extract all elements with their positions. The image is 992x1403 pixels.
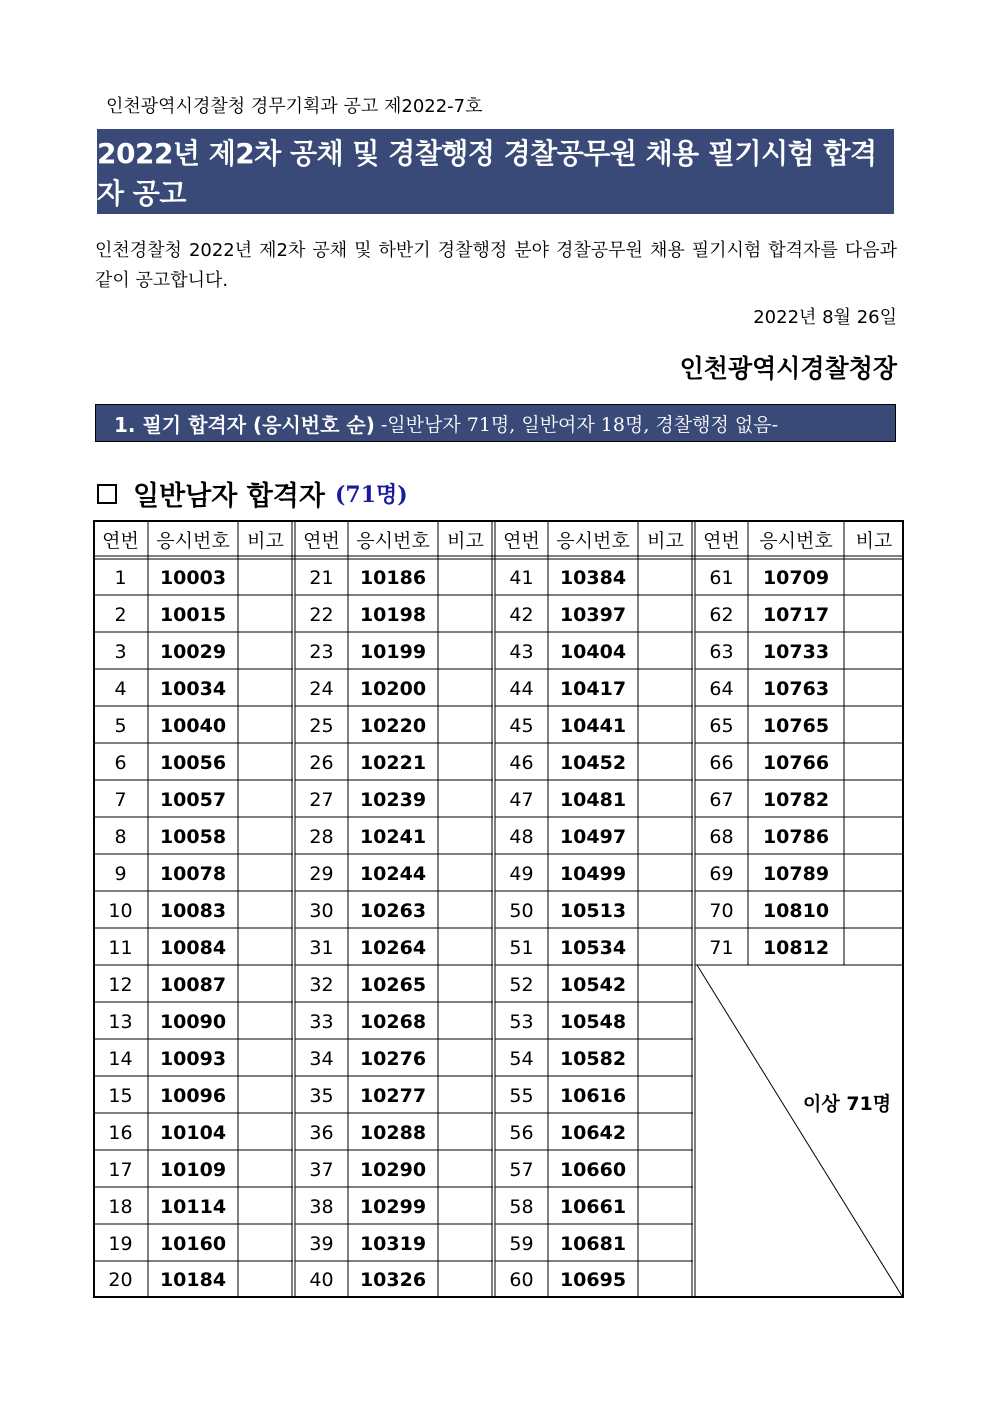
cell-exam-number: 10513 — [559, 899, 627, 922]
cell-seq: 39 — [309, 1232, 334, 1255]
cell-exam-number: 10056 — [159, 751, 227, 774]
cell-exam-number: 10084 — [159, 936, 227, 959]
cell-exam-number: 10695 — [559, 1268, 627, 1291]
cell-seq: 55 — [509, 1084, 534, 1107]
cell-exam-number: 10239 — [359, 788, 427, 811]
cell-seq: 3 — [114, 640, 127, 663]
cell-exam-number: 10090 — [159, 1010, 227, 1033]
cell-seq: 12 — [108, 973, 133, 996]
cell-exam-number: 10812 — [762, 936, 830, 959]
cell-exam-number: 10003 — [159, 566, 227, 589]
cell-exam-number: 10078 — [159, 862, 227, 885]
cell-seq: 23 — [309, 640, 334, 663]
section-label: 1. 필기 합격자 (응시번호 순) — [114, 412, 375, 437]
cell-exam-number: 10709 — [762, 566, 830, 589]
cell-exam-number: 10087 — [159, 973, 227, 996]
cell-exam-number: 10034 — [159, 677, 227, 700]
cell-exam-number: 10263 — [359, 899, 427, 922]
cell-exam-number: 10184 — [159, 1268, 227, 1291]
cell-seq: 37 — [309, 1158, 334, 1181]
cell-exam-number: 10660 — [559, 1158, 627, 1181]
cell-seq: 71 — [709, 936, 734, 959]
cell-exam-number: 10264 — [359, 936, 427, 959]
cell-seq: 41 — [509, 566, 534, 589]
cell-exam-number: 10582 — [559, 1047, 627, 1070]
cell-exam-number: 10244 — [359, 862, 427, 885]
cell-seq: 38 — [309, 1195, 334, 1218]
cell-exam-number: 10417 — [559, 677, 627, 700]
cell-seq: 21 — [309, 566, 334, 589]
cell-seq: 28 — [309, 825, 334, 848]
cell-seq: 22 — [309, 603, 334, 626]
cell-seq: 60 — [509, 1268, 534, 1291]
cell-seq: 29 — [309, 862, 334, 885]
cell-seq: 54 — [509, 1047, 534, 1070]
cell-exam-number: 10810 — [762, 899, 830, 922]
cell-seq: 48 — [509, 825, 534, 848]
cell-seq: 30 — [309, 899, 334, 922]
cell-exam-number: 10109 — [159, 1158, 227, 1181]
cell-seq: 19 — [108, 1232, 133, 1255]
header-seq: 연번 — [503, 529, 540, 552]
subsection-title: 일반남자 합격자 — [133, 481, 325, 512]
announcement-date: 2022년 8월 26일 — [753, 307, 897, 328]
cell-seq: 62 — [709, 603, 734, 626]
cell-seq: 15 — [108, 1084, 133, 1107]
cell-exam-number: 10404 — [559, 640, 627, 663]
cell-seq: 46 — [509, 751, 534, 774]
cell-exam-number: 10029 — [159, 640, 227, 663]
cell-exam-number: 10299 — [359, 1195, 427, 1218]
cell-seq: 31 — [309, 936, 334, 959]
cell-exam-number: 10199 — [359, 640, 427, 663]
cell-exam-number: 10040 — [159, 714, 227, 737]
cell-exam-number: 10290 — [359, 1158, 427, 1181]
cell-exam-number: 10058 — [159, 825, 227, 848]
cell-exam-number: 10114 — [159, 1195, 227, 1218]
header-exam-number: 응시번호 — [156, 529, 230, 552]
cell-exam-number: 10661 — [559, 1195, 627, 1218]
cell-seq: 53 — [509, 1010, 534, 1033]
grid-line — [697, 965, 902, 1296]
cell-seq: 7 — [114, 788, 127, 811]
cell-exam-number: 10789 — [762, 862, 830, 885]
checkbox-icon — [97, 484, 117, 504]
header-remarks: 비고 — [247, 529, 284, 552]
results-table — [93, 520, 904, 1298]
cell-exam-number: 10319 — [359, 1232, 427, 1255]
cell-seq: 49 — [509, 862, 534, 885]
cell-seq: 43 — [509, 640, 534, 663]
cell-seq: 66 — [709, 751, 734, 774]
cell-exam-number: 10681 — [559, 1232, 627, 1255]
cell-exam-number: 10276 — [359, 1047, 427, 1070]
notice-number: 인천광역시경찰청 경무기획과 공고 제2022-7호 — [106, 96, 483, 117]
cell-exam-number: 10542 — [559, 973, 627, 996]
cell-seq: 45 — [509, 714, 534, 737]
cell-seq: 14 — [108, 1047, 133, 1070]
cell-seq: 5 — [114, 714, 127, 737]
cell-seq: 25 — [309, 714, 334, 737]
cell-seq: 16 — [108, 1121, 133, 1144]
cell-seq: 26 — [309, 751, 334, 774]
cell-exam-number: 10534 — [559, 936, 627, 959]
cell-seq: 20 — [108, 1268, 133, 1291]
cell-seq: 59 — [509, 1232, 534, 1255]
cell-exam-number: 10717 — [762, 603, 830, 626]
cell-seq: 56 — [509, 1121, 534, 1144]
cell-seq: 42 — [509, 603, 534, 626]
cell-seq: 11 — [108, 936, 133, 959]
cell-seq: 65 — [709, 714, 734, 737]
cell-seq: 13 — [108, 1010, 133, 1033]
cell-seq: 10 — [108, 899, 133, 922]
cell-seq: 50 — [509, 899, 534, 922]
cell-exam-number: 10015 — [159, 603, 227, 626]
page-title: 2022년 제2차 공채 및 경찰행정 경찰공무원 채용 필기시험 합격자 공고 — [97, 129, 894, 214]
cell-seq: 58 — [509, 1195, 534, 1218]
cell-exam-number: 10397 — [559, 603, 627, 626]
cell-seq: 61 — [709, 566, 734, 589]
cell-seq: 35 — [309, 1084, 334, 1107]
cell-seq: 4 — [114, 677, 127, 700]
cell-seq: 70 — [709, 899, 734, 922]
cell-seq: 69 — [709, 862, 734, 885]
cell-exam-number: 10765 — [762, 714, 830, 737]
cell-exam-number: 10288 — [359, 1121, 427, 1144]
cell-seq: 2 — [114, 603, 127, 626]
cell-exam-number: 10499 — [559, 862, 627, 885]
section-summary: -일반남자 71명, 일반여자 18명, 경찰행정 없음- — [380, 413, 778, 436]
cell-exam-number: 10733 — [762, 640, 830, 663]
cell-seq: 8 — [114, 825, 127, 848]
cell-seq: 1 — [114, 566, 127, 589]
cell-exam-number: 10452 — [559, 751, 627, 774]
cell-exam-number: 10766 — [762, 751, 830, 774]
cell-seq: 68 — [709, 825, 734, 848]
cell-exam-number: 10200 — [359, 677, 427, 700]
cell-exam-number: 10642 — [559, 1121, 627, 1144]
cell-seq: 6 — [114, 751, 127, 774]
cell-exam-number: 10198 — [359, 603, 427, 626]
header-exam-number: 응시번호 — [356, 529, 430, 552]
cell-exam-number: 10326 — [359, 1268, 427, 1291]
cell-exam-number: 10083 — [159, 899, 227, 922]
section-header — [95, 404, 896, 442]
cell-seq: 64 — [709, 677, 734, 700]
cell-seq: 67 — [709, 788, 734, 811]
cell-exam-number: 10186 — [359, 566, 427, 589]
cell-exam-number: 10277 — [359, 1084, 427, 1107]
subsection-heading — [97, 474, 408, 513]
header-seq: 연번 — [102, 529, 139, 552]
header-seq: 연번 — [703, 529, 740, 552]
cell-seq: 40 — [309, 1268, 334, 1291]
header-exam-number: 응시번호 — [759, 529, 833, 552]
cell-seq: 33 — [309, 1010, 334, 1033]
cell-seq: 44 — [509, 677, 534, 700]
cell-seq: 47 — [509, 788, 534, 811]
cell-seq: 34 — [309, 1047, 334, 1070]
header-seq: 연번 — [303, 529, 340, 552]
cell-exam-number: 10096 — [159, 1084, 227, 1107]
cell-seq: 17 — [108, 1158, 133, 1181]
cell-exam-number: 10548 — [559, 1010, 627, 1033]
cell-exam-number: 10265 — [359, 973, 427, 996]
cell-exam-number: 10763 — [762, 677, 830, 700]
cell-seq: 18 — [108, 1195, 133, 1218]
cell-exam-number: 10104 — [159, 1121, 227, 1144]
cell-seq: 63 — [709, 640, 734, 663]
subsection-count: (71명) — [334, 482, 408, 508]
cell-exam-number: 10384 — [559, 566, 627, 589]
intro-paragraph: 인천경찰청 2022년 제2차 공채 및 하반기 경찰행정 분야 경찰공무원 채용 필기시험 합격자를 다음과 같이 공고합니다. — [95, 240, 897, 291]
cell-seq: 52 — [509, 973, 534, 996]
cell-exam-number: 10441 — [559, 714, 627, 737]
cell-exam-number: 10481 — [559, 788, 627, 811]
cell-exam-number: 10057 — [159, 788, 227, 811]
cell-seq: 51 — [509, 936, 534, 959]
cell-seq: 27 — [309, 788, 334, 811]
cell-exam-number: 10220 — [359, 714, 427, 737]
cell-exam-number: 10616 — [559, 1084, 627, 1107]
header-exam-number: 응시번호 — [556, 529, 630, 552]
cell-exam-number: 10093 — [159, 1047, 227, 1070]
cell-seq: 57 — [509, 1158, 534, 1181]
cell-exam-number: 10497 — [559, 825, 627, 848]
header-remarks: 비고 — [647, 529, 684, 552]
cell-seq: 9 — [114, 862, 127, 885]
header-remarks: 비고 — [855, 529, 893, 552]
cell-exam-number: 10221 — [359, 751, 427, 774]
cell-seq: 36 — [309, 1121, 334, 1144]
cell-exam-number: 10786 — [762, 825, 830, 848]
cell-seq: 24 — [309, 677, 334, 700]
cell-seq: 32 — [309, 973, 334, 996]
cell-exam-number: 10160 — [159, 1232, 227, 1255]
cell-exam-number: 10782 — [762, 788, 830, 811]
ending-note: 이상 71명 — [803, 1093, 892, 1115]
cell-exam-number: 10268 — [359, 1010, 427, 1033]
header-remarks: 비고 — [447, 529, 484, 552]
cell-exam-number: 10241 — [359, 825, 427, 848]
issuer-name: 인천광역시경찰청장 — [679, 354, 897, 383]
